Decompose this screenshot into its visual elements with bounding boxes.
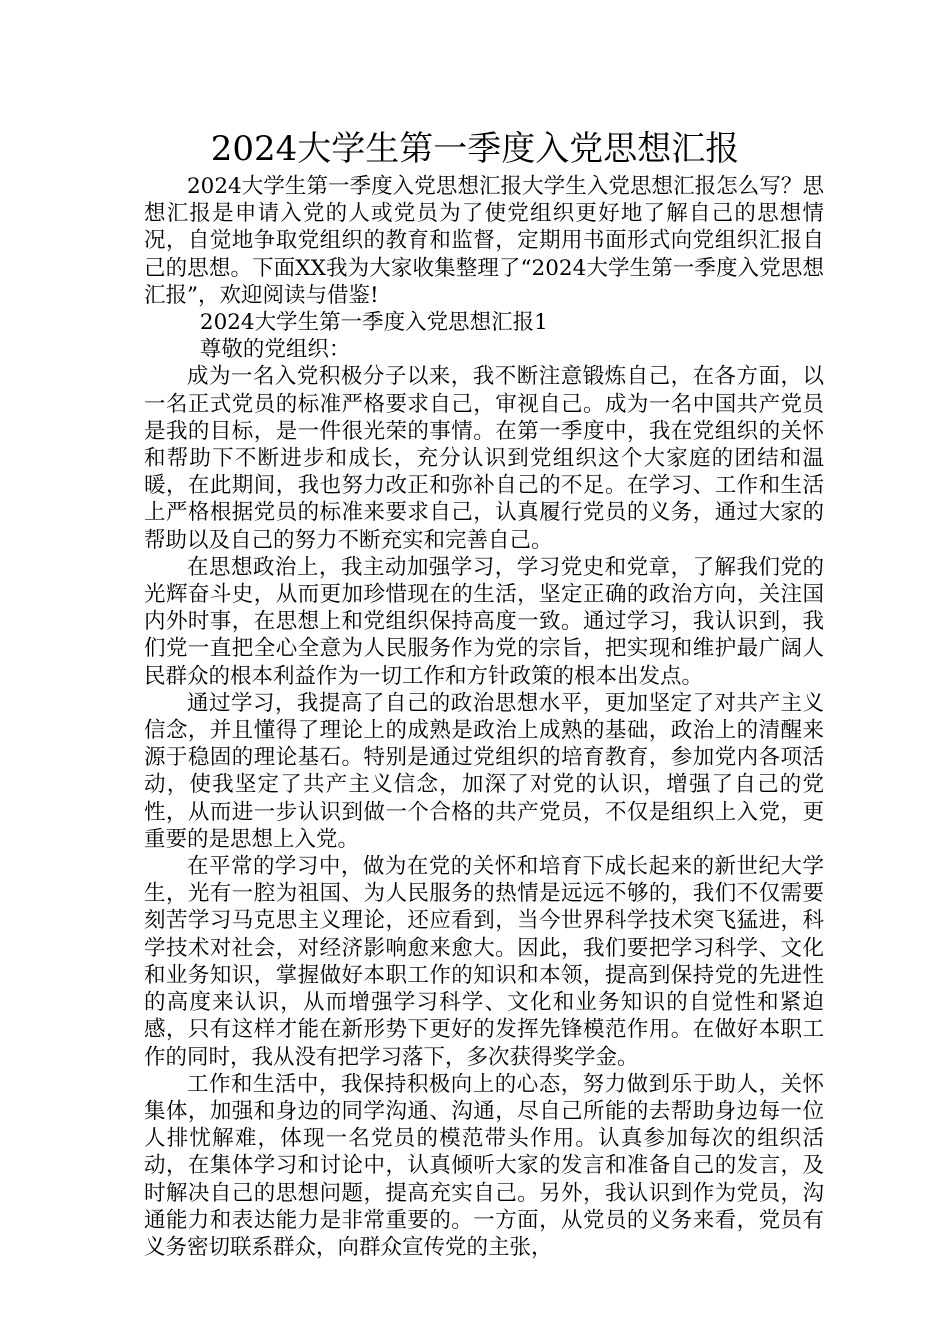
document-body	[144, 173, 824, 1261]
body-paragraph-1: 成为一名入党积极分子以来，我不断注意锻炼自己，在各方面，以一名正式党员的标准严格要求自己，审视自己。成为一名中国共产党员是我的目标，是一件很光荣的事情。在第一季度中，我在党组织的关怀和帮助下不断进步和成长，充分认识到党组织这个大家庭的团结和温暖，在此期间，我也努力改正和弥补自己的不足。在学习、工作和生活上严格根据党员的标准来要求自己，认真履行党员的义务，通过大家的帮助以及自己的努力不断充实和完善自己。	[144, 364, 824, 553]
body-paragraph-3: 通过学习，我提高了自己的政治思想水平，更加坚定了对共产主义信念，并且懂得了理论上的成熟是政治上成熟的基础，政治上的清醒来源于稳固的理论基石。特别是通过党组织的培育教育，参加党内各项活动，使我坚定了共产主义信念，加深了对党的认识，增强了自己的党性，从而进一步认识到做一个合格的共产党员，不仅是组织上入党，更重要的是思想上入党。	[144, 690, 824, 852]
salutation: 尊敬的党组织：	[199, 337, 351, 363]
body-paragraph-4: 在平常的学习中，做为在党的关怀和培育下成长起来的新世纪大学生，光有一腔为祖国、为人民服务的热情是远远不够的，我们不仅需要刻苦学习马克思主义理论，还应看到，当今世界科学技术突飞猛进，科学技术对社会，对经济影响愈来愈大。因此，我们要把学习科学、文化和业务知识，掌握做好本职工作的知识和本领，提高到保持党的先进性的高度来认识，从而增强学习科学、文化和业务知识的自觉性和紧迫感，只有这样才能在新形势下更好的发挥先锋模范作用。在做好本职工作的同时，我从没有把学习落下，多次获得奖学金。	[144, 854, 824, 1070]
intro-paragraph: 2024大学生第一季度入党思想汇报大学生入党思想汇报怎么写？思想汇报是申请入党的人或党员为了使党组织更好地了解自己的思想情况，自觉地争取党组织的教育和监督，定期用书面形式向党组织汇报自己的思想。下面XX我为大家收集整理了“2024大学生第一季度入党思想汇报”，欢迎阅读与借鉴!	[144, 174, 824, 308]
section-heading: 2024大学生第一季度入党思想汇报1	[199, 310, 548, 336]
body-paragraph-5: 工作和生活中，我保持积极向上的心态，努力做到乐于助人，关怀集体，加强和身边的同学沟通、沟通，尽自己所能的去帮助身边每一位人排忧解难，体现一名党员的模范带头作用。认真参加每次的组织活动，在集体学习和讨论中，认真倾听大家的发言和准备自己的发言，及时解决自己的思想问题，提高充实自己。另外，我认识到作为党员，沟通能力和表达能力是非常重要的。一方面，从党员的义务来看，党员有义务密切联系群众，向群众宣传党的主张，	[144, 1071, 824, 1260]
document-title: 2024大学生第一季度入党思想汇报	[210, 129, 740, 169]
body-paragraph-2: 在思想政治上，我主动加强学习，学习党史和党章，了解我们党的光辉奋斗史，从而更加珍惜现在的生活，坚定正确的政治方向，关注国内外时事，在思想上和党组织保持高度一致。通过学习，我认识到，我们党一直把全心全意为人民服务作为党的宗旨，把实现和维护最广阔人民群众的根本利益作为一切工作和方针政策的根本出发点。	[144, 554, 824, 689]
